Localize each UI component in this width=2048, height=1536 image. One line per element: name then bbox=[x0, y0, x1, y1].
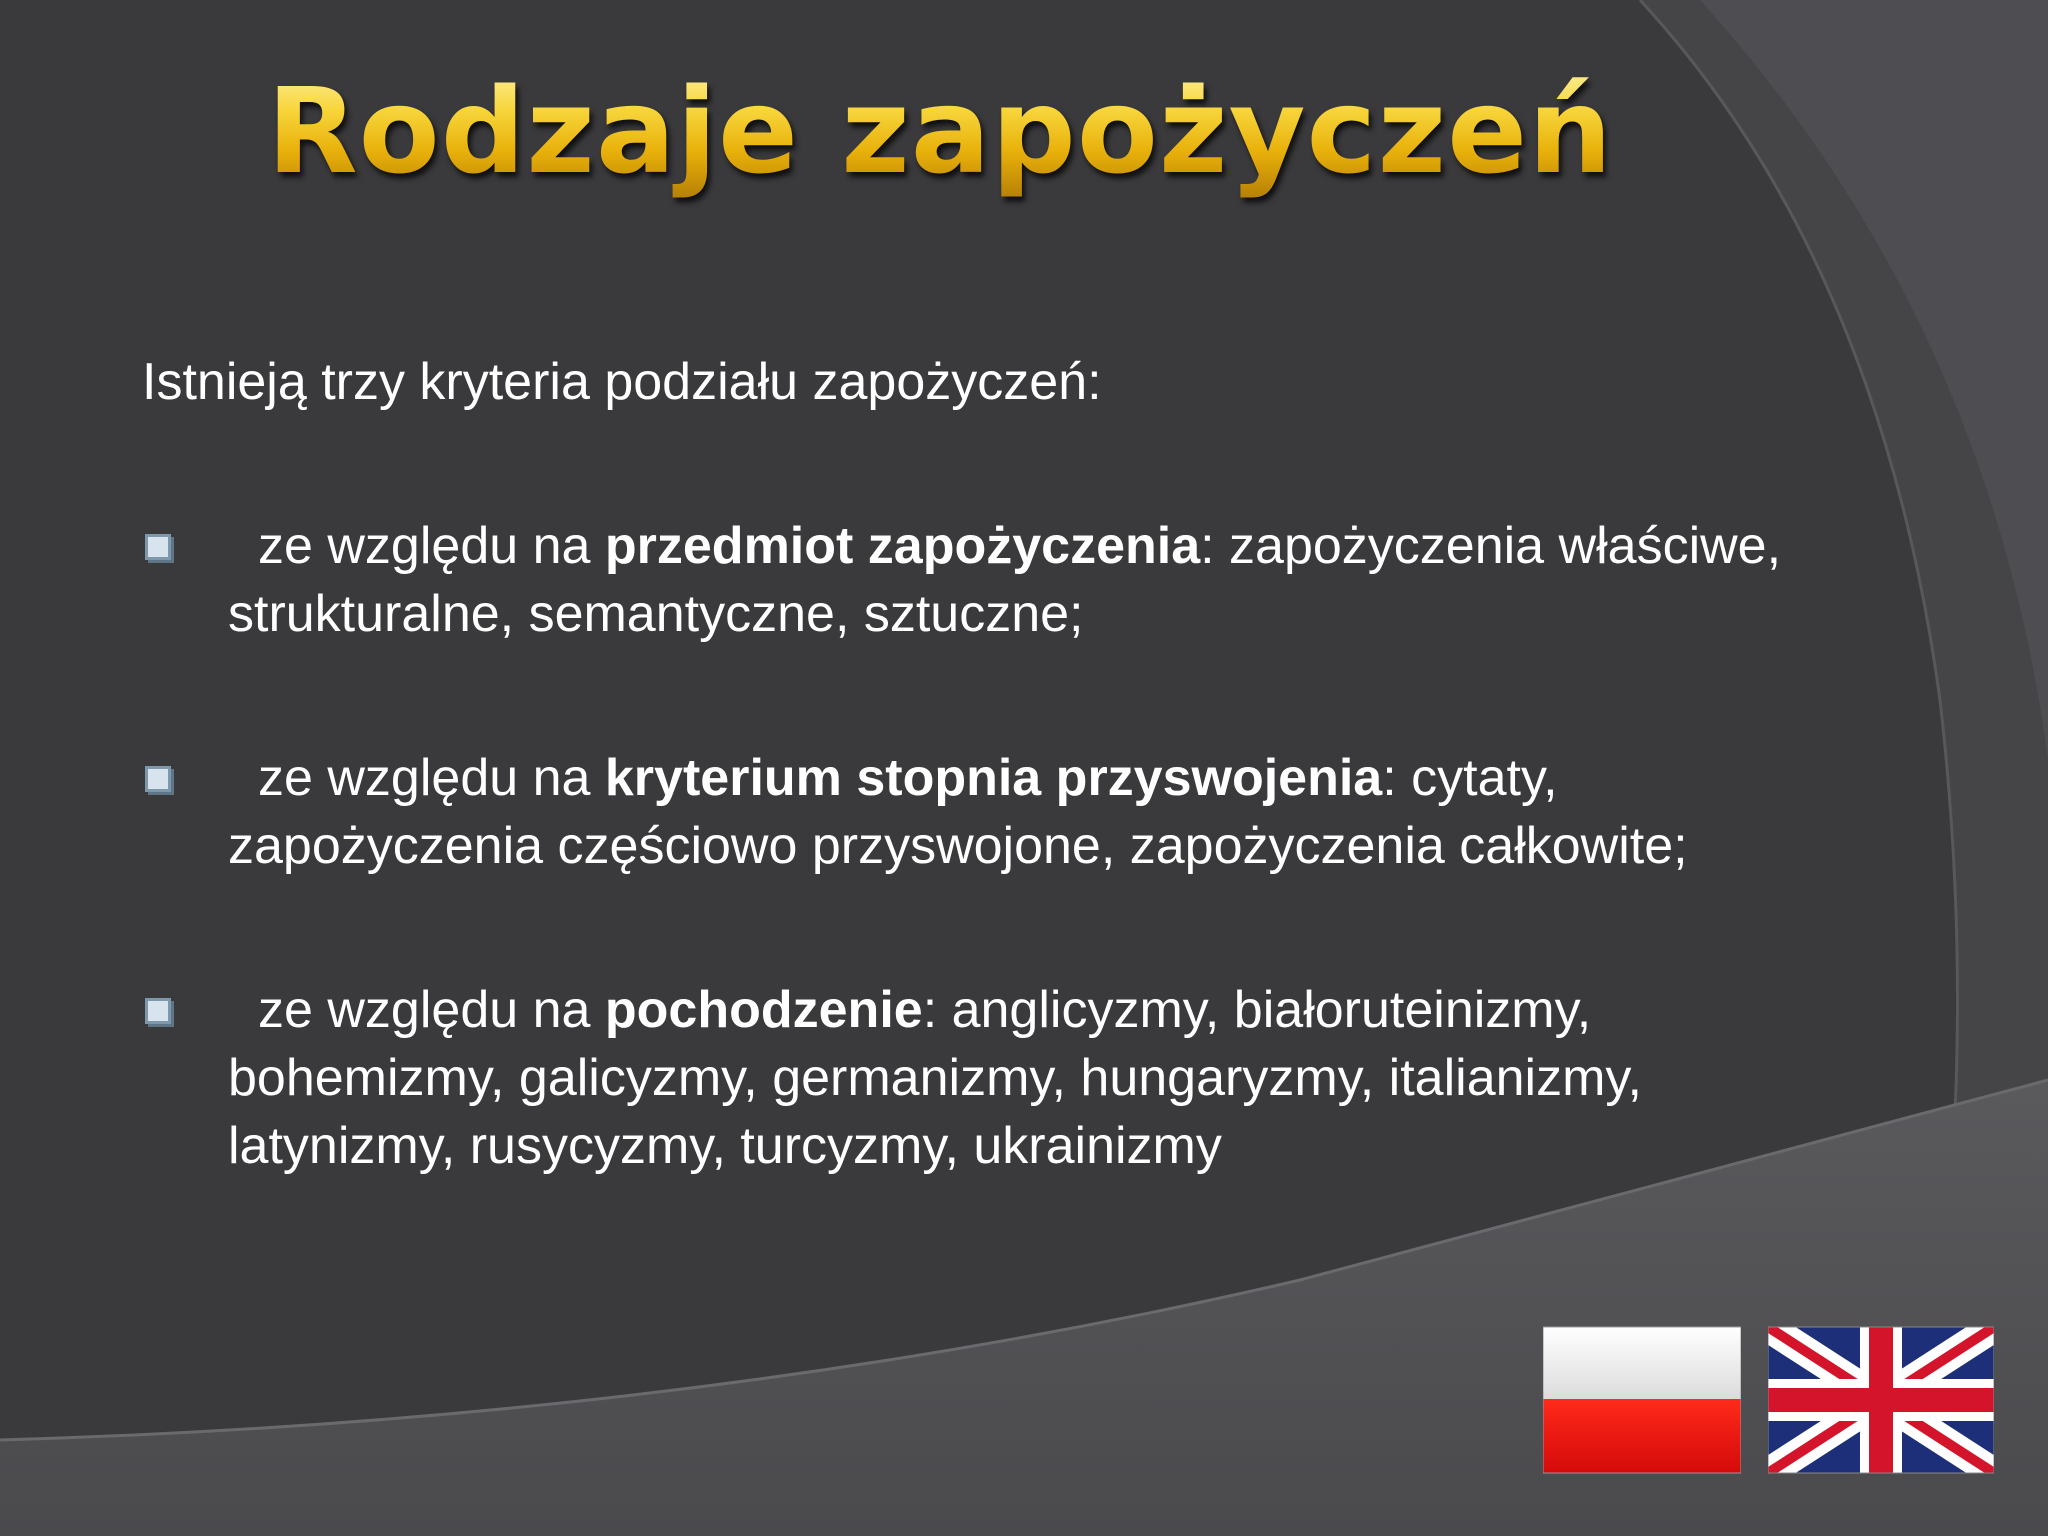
list-item-bold: kryterium stopnia przyswojenia bbox=[604, 749, 1383, 807]
list-item bbox=[228, 744, 1848, 880]
list-item-rest: : cytaty, zapożyczenia częściowo przyswojone, zapożyczenia całkowite; bbox=[228, 749, 1688, 875]
list-item-prefix: ze względu na bbox=[258, 749, 605, 807]
polish-flag-icon bbox=[1543, 1325, 1741, 1475]
list-item bbox=[228, 512, 1848, 648]
bullet-square-icon bbox=[145, 534, 171, 560]
list-item-prefix: ze względu na bbox=[258, 517, 605, 575]
list-item-rest: : anglicyzmy, białoruteinizmy, bohemizmy, galicyzmy, germanizmy, hungaryzmy, italianizmy, latynizmy, rusycyzmy, turcyzmy, ukrainizmy bbox=[228, 981, 1643, 1175]
list-item-bold: przedmiot zapożyczenia bbox=[604, 517, 1201, 575]
list-item-bold: pochodzenie bbox=[604, 981, 923, 1039]
bullet-square-icon bbox=[145, 766, 171, 792]
list-item-rest: : zapożyczenia właściwe, strukturalne, semantyczne, sztuczne; bbox=[228, 517, 1782, 643]
slide-title: Rodzaje zapożyczeń bbox=[0, 62, 1880, 200]
list-item bbox=[228, 976, 1808, 1180]
intro-text: Istnieją trzy kryteria podziału zapożyczeń: bbox=[142, 353, 1102, 411]
uk-flag-icon bbox=[1768, 1325, 1994, 1475]
list-item-prefix: ze względu na bbox=[258, 981, 605, 1039]
bullet-square-icon bbox=[145, 998, 171, 1024]
